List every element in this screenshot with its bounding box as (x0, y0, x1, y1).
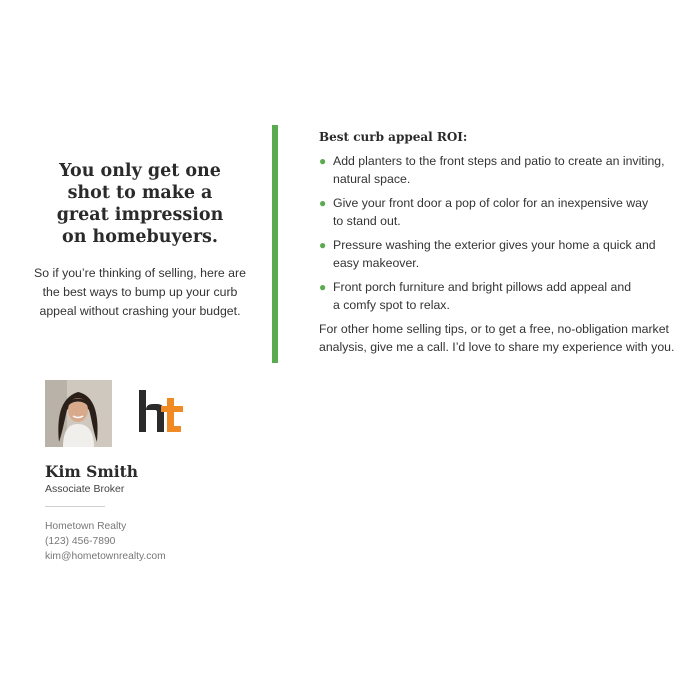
phone-number[interactable]: (123) 456-7890 (45, 536, 116, 547)
left-column (30, 160, 250, 333)
email-address[interactable]: kim@hometownrealty.com (45, 551, 166, 562)
list-item (319, 194, 679, 230)
section-title: Best curb appeal ROI: (319, 130, 468, 144)
tip-line: Give your front door a pop of color for an inexpensive way (333, 196, 649, 210)
agent-portrait-image (45, 380, 112, 447)
company-name: Hometown Realty (45, 521, 127, 532)
headline-line: shot to make a (67, 183, 213, 203)
headline-line: great impression (56, 205, 224, 225)
right-column (319, 130, 679, 368)
closing-text (319, 320, 679, 356)
intro-line: So if you’re thinking of selling, here are (34, 266, 246, 280)
bullet-icon: ● (319, 238, 327, 252)
list-item (319, 278, 679, 314)
headline (30, 160, 250, 248)
closing-line: For other home selling tips, or to get a free, no-obligation market (319, 322, 669, 336)
headline-line: You only get one (59, 161, 221, 181)
bullet-icon: ● (319, 280, 327, 294)
tip-line: Front porch furniture and bright pillows add appeal and (333, 280, 632, 294)
agent-title: Associate Broker (45, 483, 125, 495)
tip-line: Pressure washing the exterior gives your home a quick and (333, 238, 656, 252)
tip-line: easy makeover. (333, 256, 420, 270)
tip-line: natural space. (333, 172, 411, 186)
headline-line: on homebuyers. (62, 227, 218, 247)
ht-logo-icon (137, 390, 185, 434)
bullet-icon: ● (319, 154, 327, 168)
intro-line: the best ways to bump up your curb (42, 285, 238, 299)
agent-photo (45, 380, 112, 447)
contact-divider (45, 506, 105, 507)
green-divider-bar (272, 125, 278, 363)
agent-name: Kim Smith (45, 462, 139, 481)
intro-line: appeal without crashing your budget. (39, 304, 241, 318)
intro-text (30, 264, 250, 321)
tip-line: to stand out. (333, 214, 401, 228)
closing-line: analysis, give me a call. I’d love to share my experience with you. (319, 340, 675, 354)
company-logo (137, 390, 185, 434)
tip-line: a comfy spot to relax. (333, 298, 450, 312)
tips-list (319, 152, 679, 314)
contact-info (45, 519, 166, 564)
bullet-icon: ● (319, 196, 327, 210)
list-item (319, 236, 679, 272)
list-item (319, 152, 679, 188)
tip-line: Add planters to the front steps and patio to create an inviting, (333, 154, 665, 168)
